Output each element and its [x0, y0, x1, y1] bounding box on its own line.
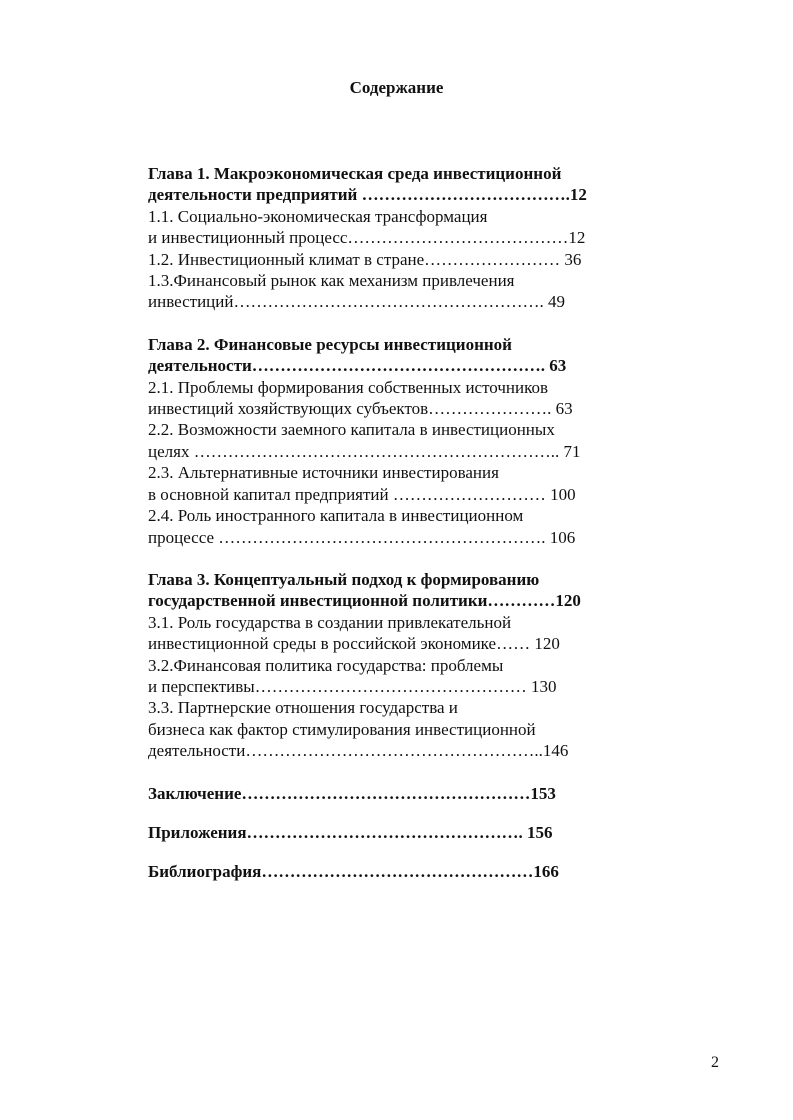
toc-section-2-1-line1: 2.1. Проблемы формирования собственных источников	[148, 377, 549, 397]
toc-section-3-3-line1: 3.3. Партнерские отношения государства и	[148, 698, 458, 718]
toc-section-3-3-line2: бизнеса как фактор стимулирования инвестиционной	[148, 719, 536, 739]
toc-section-3-2-line2: и перспективы………………………………………… 130	[148, 676, 557, 696]
toc-section-3-1-line1: 3.1. Роль государства в создании привлекательной	[148, 612, 512, 632]
page-title: Содержание	[349, 78, 444, 97]
toc-section-2-2-line2: целях ……………………………………………………….. 71	[148, 441, 581, 461]
toc-section-3-2-line1: 3.2.Финансовая политика государства: проблемы	[148, 655, 504, 675]
toc-chapter-3-line1: Глава 3. Концептуальный подход к формированию	[148, 569, 540, 589]
toc-section-2-4-line1: 2.4. Роль иностранного капитала в инвестиционном	[148, 506, 524, 526]
toc-chapter-3-line2: государственной инвестиционной политики…………120	[148, 591, 581, 611]
toc-section-1-1-line1: 1.1. Социально-экономическая трансформация	[148, 206, 488, 226]
toc-section-1-3-line1: 1.3.Финансовый рынок как механизм привлечения	[148, 271, 515, 291]
toc-section-2-4-line2: процессе …………………………………………………. 106	[148, 527, 576, 547]
toc-bibliography: Библиография…………………………………………166	[148, 862, 559, 882]
toc-chapter-1-line1: Глава 1. Макроэкономическая среда инвестиционной	[148, 164, 562, 183]
table-of-contents	[148, 163, 628, 883]
toc-section-1-2: 1.2. Инвестиционный климат в стране…………………… 36	[148, 249, 582, 269]
toc-section-2-2-line1: 2.2. Возможности заемного капитала в инвестиционных	[148, 420, 555, 440]
toc-section-1-1-line2: и инвестиционный процесс…………………………………12	[148, 228, 586, 248]
toc-appendix: Приложения…………………………………………. 156	[148, 822, 553, 842]
toc-section-2-3-line1: 2.3. Альтернативные источники инвестирования	[148, 463, 499, 483]
page-number: 2	[711, 1054, 719, 1071]
toc-section-2-1-line2: инвестиций хозяйствующих субъектов…………………. 63	[148, 399, 573, 419]
toc-section-2-3-line2: в основной капитал предприятий ……………………… 100	[148, 484, 576, 504]
toc-section-1-3-line2: инвестиций………………………………………………. 49	[148, 292, 565, 312]
toc-section-3-3-line3: деятельности……………………………………………..146	[148, 741, 569, 761]
toc-chapter-2-line2: деятельности……………………………………………. 63	[148, 356, 567, 376]
toc-chapter-2-line1: Глава 2. Финансовые ресурсы инвестиционной	[148, 334, 512, 354]
toc-section-3-1-line2: инвестиционной среды в российской экономике…… 120	[148, 634, 560, 654]
toc-conclusion: Заключение……………………………………………153	[148, 783, 556, 803]
toc-chapter-1-line2: деятельности предприятий ……………………………….12	[148, 185, 587, 205]
